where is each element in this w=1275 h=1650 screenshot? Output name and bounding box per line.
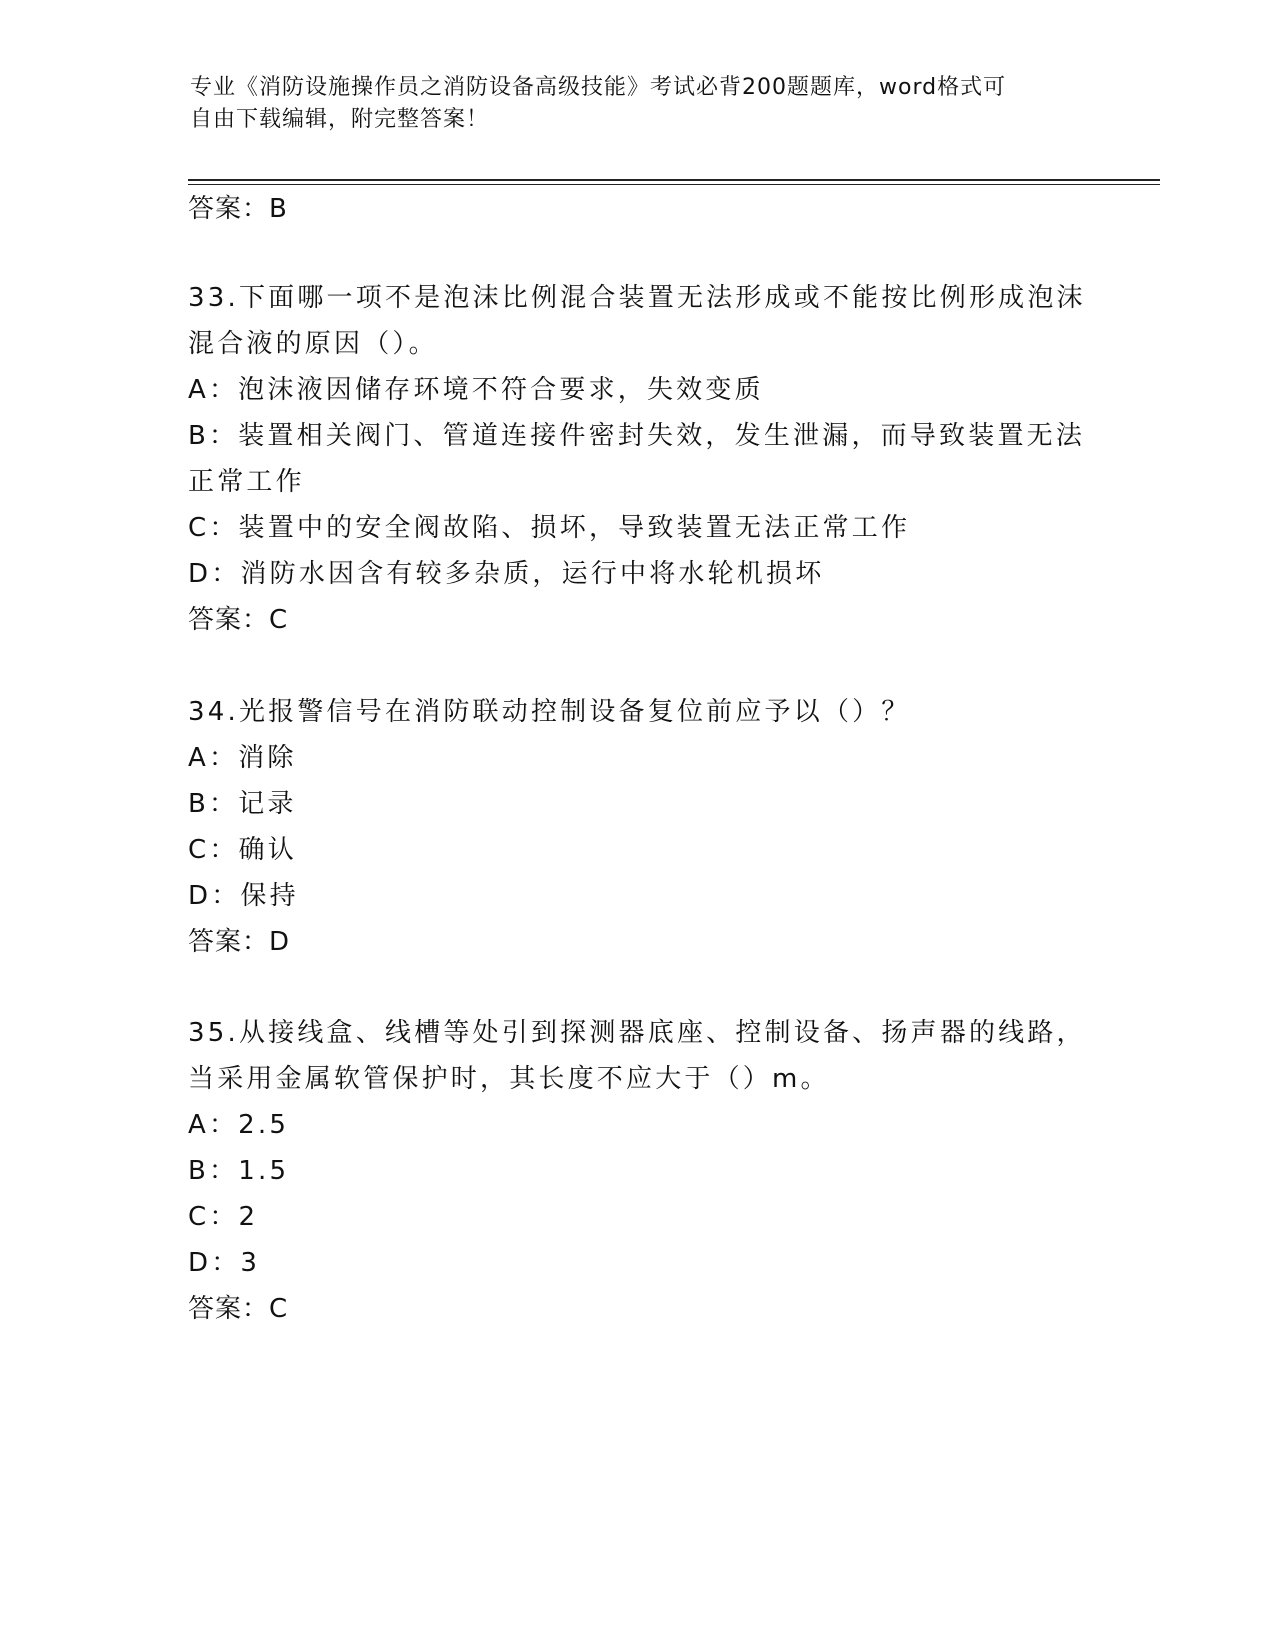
previous-answer-block bbox=[188, 186, 1108, 232]
option-a: A：泡沫液因储存环境不符合要求，失效变质 bbox=[188, 375, 764, 405]
option-b-continued: 正常工作 bbox=[188, 467, 305, 497]
question-stem: 34.光报警信号在消防联动控制设备复位前应予以（）？ bbox=[188, 697, 911, 727]
option-c: C：装置中的安全阀故陷、损坏，导致装置无法正常工作 bbox=[188, 513, 911, 543]
header-line: 自由下载编辑，附完整答案！ bbox=[190, 107, 490, 132]
option-d: D：消防水因含有较多杂质，运行中将水轮机损坏 bbox=[188, 559, 825, 589]
header-divider-thick bbox=[188, 179, 1160, 181]
answer-label: 答案：C bbox=[188, 1294, 289, 1324]
option-b: B：记录 bbox=[188, 789, 297, 819]
answer-label: 答案：D bbox=[188, 927, 291, 957]
document-header bbox=[190, 72, 1090, 136]
option-b: B：1.5 bbox=[188, 1156, 290, 1186]
question-stem: 混合液的原因（）。 bbox=[188, 329, 438, 359]
answer-label: 答案：C bbox=[188, 605, 289, 635]
option-d: D：保持 bbox=[188, 881, 299, 911]
answer-label: 答案：B bbox=[188, 194, 288, 224]
option-a: A：2.5 bbox=[188, 1110, 290, 1140]
header-divider-thin bbox=[188, 184, 1160, 185]
question-33 bbox=[188, 275, 1108, 643]
question-stem: 当采用金属软管保护时，其长度不应大于（）m。 bbox=[188, 1064, 830, 1094]
question-34 bbox=[188, 689, 1108, 965]
question-stem: 33.下面哪一项不是泡沫比例混合装置无法形成或不能按比例形成泡沫 bbox=[188, 283, 1086, 313]
option-b: B：装置相关阀门、管道连接件密封失效，发生泄漏，而导致装置无法 bbox=[188, 421, 1086, 451]
option-a: A：消除 bbox=[188, 743, 297, 773]
header-line: 专业《消防设施操作员之消防设备高级技能》考试必背200题题库，word格式可 bbox=[190, 75, 1007, 100]
question-35 bbox=[188, 1010, 1108, 1332]
question-stem: 35.从接线盒、线槽等处引到探测器底座、控制设备、扬声器的线路， bbox=[188, 1018, 1086, 1048]
option-d: D：3 bbox=[188, 1248, 261, 1278]
option-c: C：2 bbox=[188, 1202, 259, 1232]
option-c: C：确认 bbox=[188, 835, 297, 865]
